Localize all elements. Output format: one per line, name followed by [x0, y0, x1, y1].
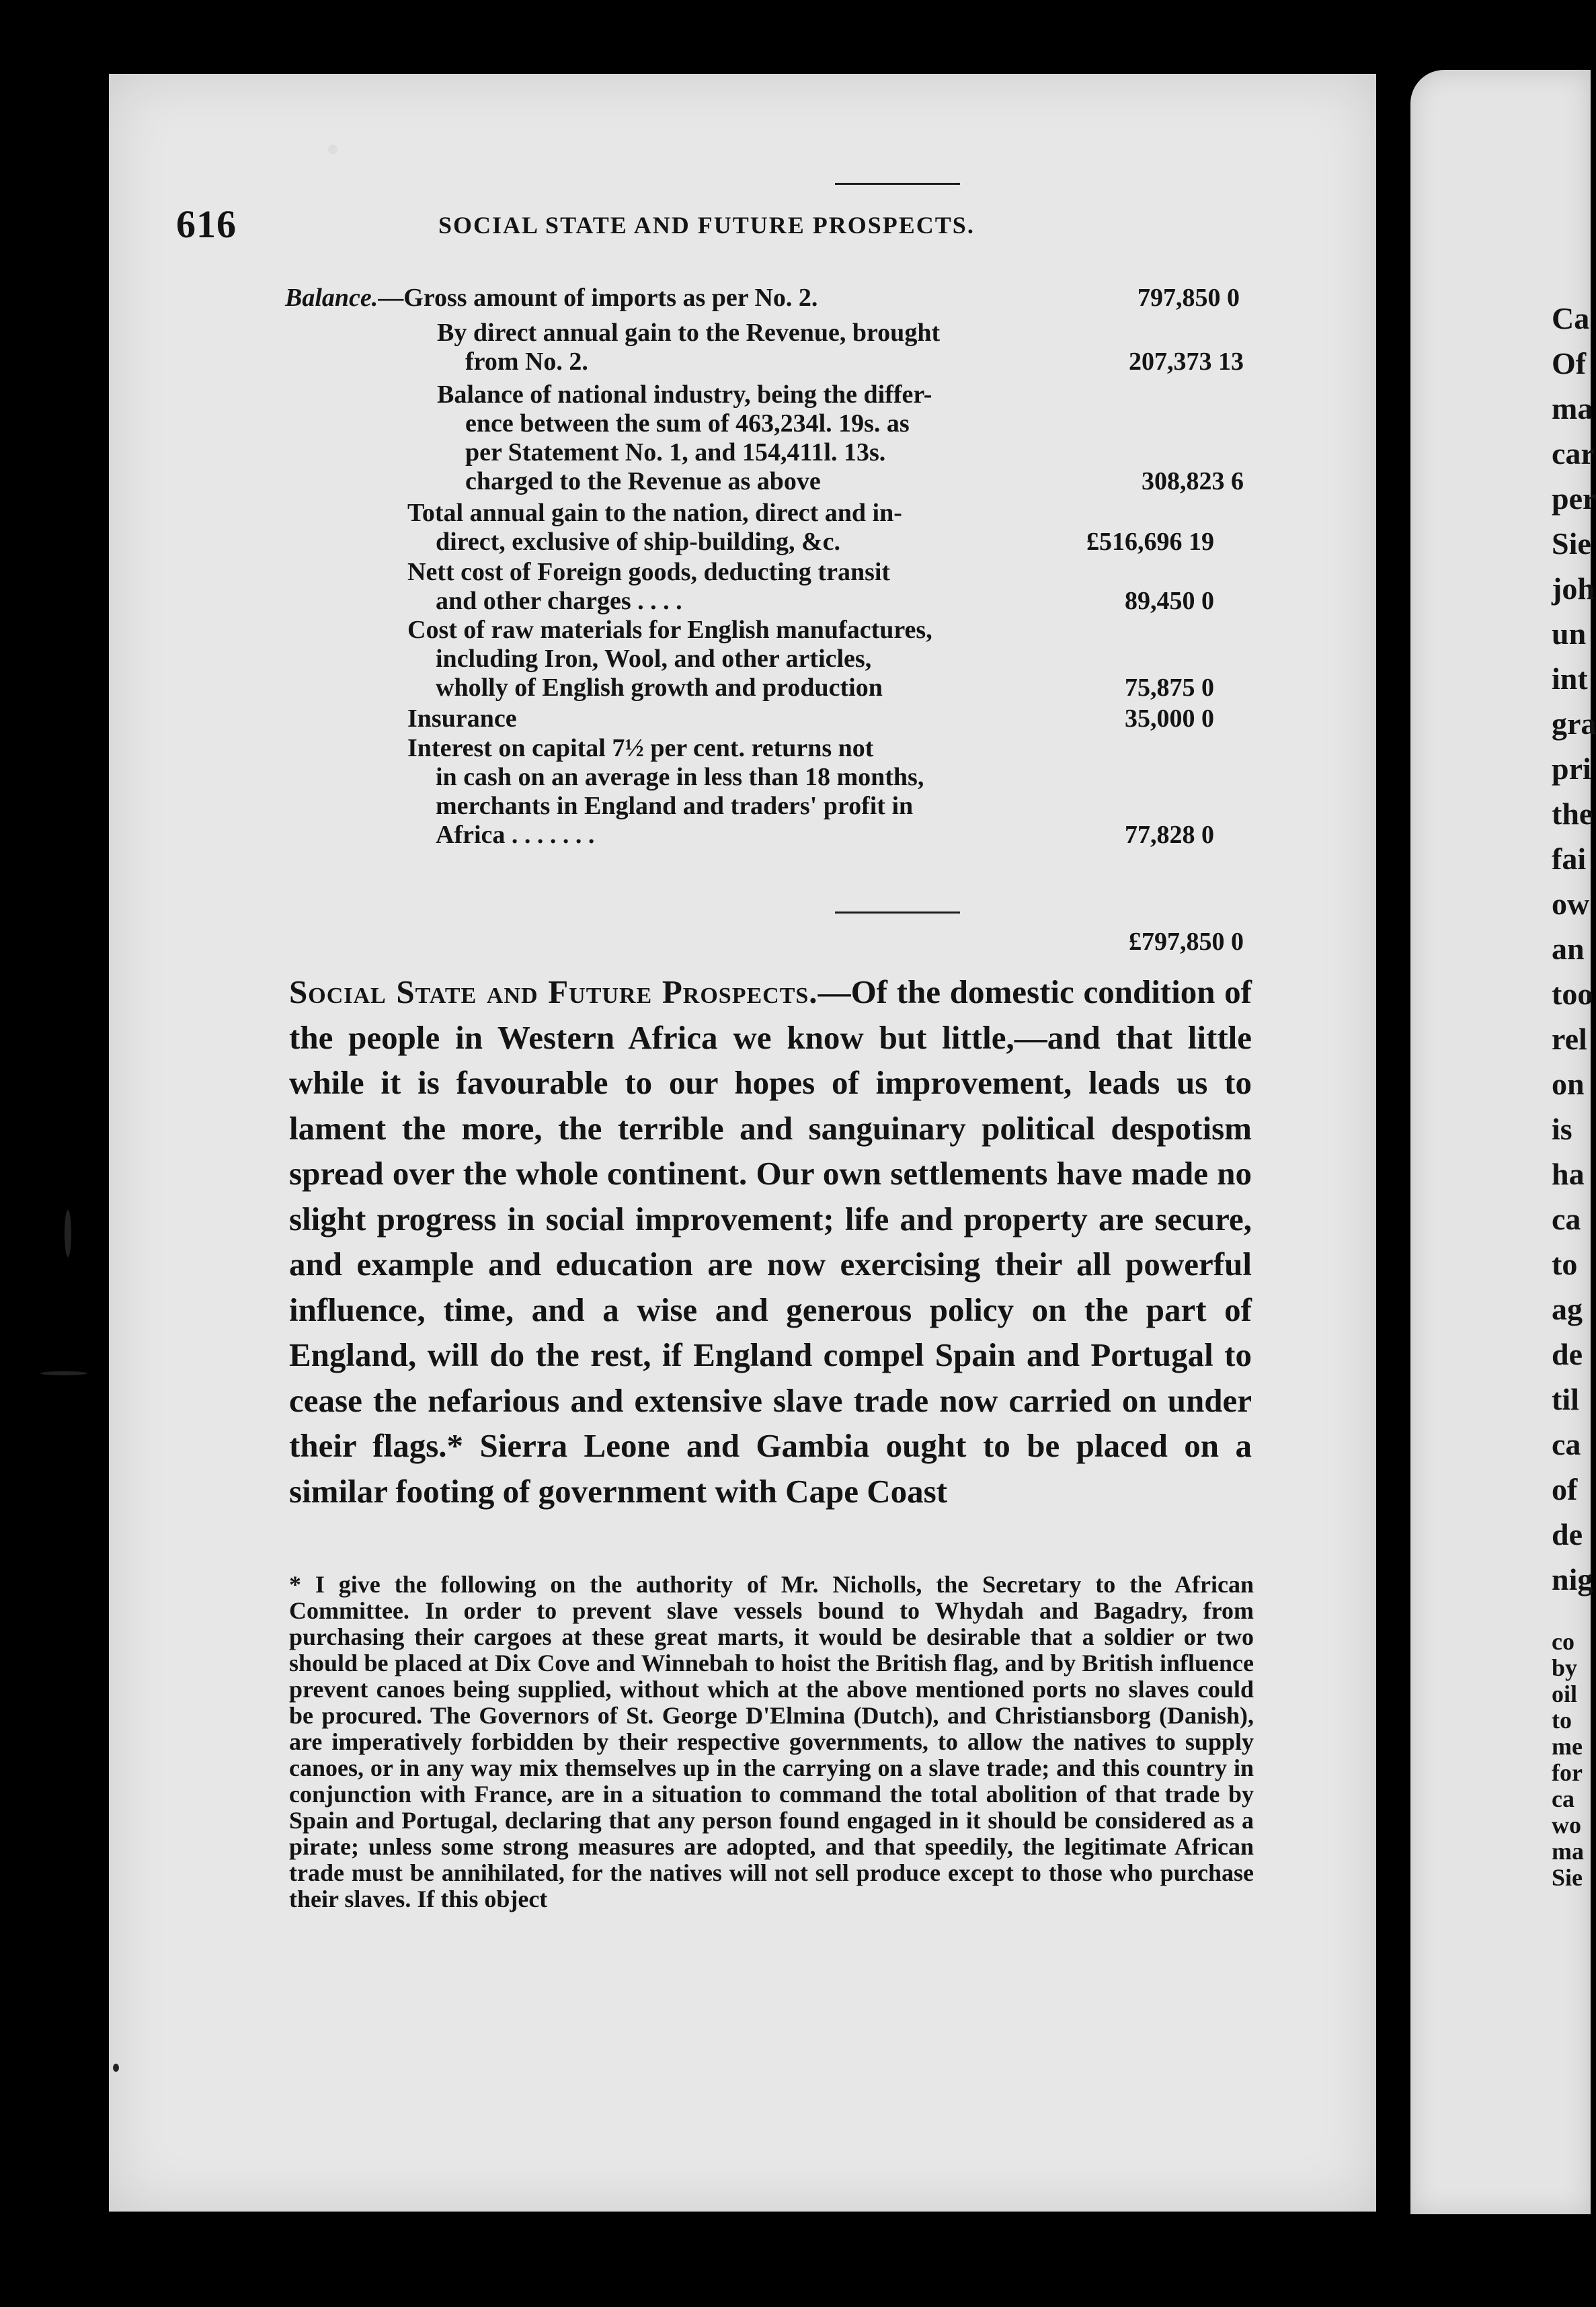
- balance-lead: Balance.: [285, 284, 378, 312]
- account-row: [407, 499, 1214, 557]
- facing-page-line: too: [1552, 977, 1593, 1011]
- facing-page-line: the: [1552, 797, 1593, 831]
- balance-text: —Gross amount of imports as per No. 2.: [378, 284, 818, 312]
- facing-page-line: ca: [1552, 1427, 1581, 1461]
- account-row: [407, 616, 1214, 702]
- facing-page-line: int: [1552, 661, 1588, 696]
- account-total: £797,850 0: [1129, 928, 1244, 956]
- account-row-line: Total annual gain to the nation, direct and in-: [407, 499, 902, 527]
- section-heading: Social State and Future Prospects.: [289, 973, 818, 1010]
- account-row: [407, 558, 1214, 616]
- main-paragraph: [289, 969, 1252, 1514]
- facing-page-line: joh: [1552, 571, 1595, 606]
- account-row-amount: 89,450 0: [1125, 587, 1214, 615]
- account-row-line: Insurance: [407, 704, 517, 733]
- account-row-line: including Iron, Wool, and other articles,: [436, 645, 872, 673]
- account-row-label: [407, 704, 1006, 733]
- facing-page-line: til: [1552, 1382, 1579, 1416]
- facing-page-note-line: ma: [1552, 1838, 1584, 1865]
- account-row-amount: 35,000 0: [1125, 704, 1214, 733]
- facing-page-line: an: [1552, 932, 1585, 966]
- sum-rule: [835, 912, 960, 914]
- facing-page-note-line: ca: [1552, 1785, 1574, 1812]
- account-row-line: in cash on an average in less than 18 months,: [436, 763, 924, 791]
- facing-page-line: ag: [1552, 1292, 1583, 1326]
- account-row-line: Interest on capital 7½ per cent. returns not: [407, 734, 874, 762]
- facing-page-line: per: [1552, 481, 1596, 516]
- account-row-line: per Statement No. 1, and 154,411l. 13s.: [465, 438, 886, 467]
- facing-page-text: [1552, 296, 1596, 1891]
- facing-page-line: de: [1552, 1337, 1583, 1371]
- facing-page-line: car: [1552, 436, 1595, 471]
- account-row-amount: 207,373 13: [1129, 348, 1244, 376]
- account-row-line: Africa . . . . . . .: [436, 821, 595, 849]
- facing-page-note-line: oil: [1552, 1681, 1578, 1707]
- account-row-line: Nett cost of Foreign goods, deducting transit: [407, 558, 891, 586]
- facing-page-line: pri: [1552, 752, 1591, 786]
- facing-page-line: is: [1552, 1112, 1572, 1146]
- facing-page-line: Ca: [1552, 301, 1590, 335]
- paragraph-text: —Of the domestic condition of the people in Western Africa we know but little,—and that little while it is favourable to our hopes of improvement, leads us to lament the more, the terrible and sanguinary political despotism spread over the whole continent. Our own settlements have made no slight progress in social improvement; life and property are secure, and example and education are now exercising their all powerful influence, time, and a wise and generous policy on the part of England, will do the rest, if England compel Spain and Portugal to cease the nefarious and extensive slave trade now carried on under their flags.* Sierra Leone and Gambia ought to be placed on a similar footing of government with Cape Coast: [289, 973, 1252, 1510]
- account-row: [437, 319, 1244, 376]
- facing-page-line: ha: [1552, 1157, 1585, 1191]
- sum-rule: [835, 183, 960, 185]
- account-row-label: [407, 558, 1006, 616]
- facing-page-note-line: Sie: [1552, 1864, 1583, 1891]
- footnote: * I give the following on the authority of Mr. Nicholls, the Secretary to the African Committee. In order to prevent slave vessels bound to Whydah and Bagadry, from purchasing their cargoes at these great marts, it would be desirable that a soldier or two should be placed at Dix Cove and Winnebah to hoist the British flag, and by British influence prevent canoes being supplied, without which at the above mentioned ports no slaves could be procured. The Governors of St. George D'Elmina (Dutch), and Christiansborg (Danish), are imperatively forbidden by their respective governments, to allow the natives to supply canoes, or in any way mix themselves up in the carrying on a slave trade; and this country in conjunction with France, are in a situation to command the total abolition of that trade by Spain and Portugal, declaring that any person found engaged in it should be considered as a pirate; unless some strong measures are adopted, and that speedily, the legitimate African trade must be annihilated, for the natives will not sell produce except to those who purchase their slaves. If this object: [289, 1571, 1254, 1912]
- facing-page-line: fai: [1552, 842, 1587, 876]
- facing-page-line: ma: [1552, 391, 1593, 426]
- account-row-line: merchants in England and traders' profit in: [436, 792, 914, 820]
- account-row-label: [407, 499, 1006, 557]
- dust-speck: [328, 145, 337, 154]
- account-row: [407, 734, 1214, 850]
- facing-page-line: to: [1552, 1247, 1578, 1281]
- balance-row: [285, 284, 1240, 313]
- facing-page-note-line: for: [1552, 1759, 1583, 1786]
- account-row-amount: 77,828 0: [1125, 821, 1214, 849]
- account-row-line: ence between the sum of 463,234l. 19s. as: [465, 409, 910, 438]
- facing-page-line: ow: [1552, 887, 1590, 921]
- account-row-label: [437, 319, 1035, 376]
- account-row-label: [407, 616, 1006, 702]
- facing-page-line: Of: [1552, 346, 1587, 380]
- facing-page-line: ca: [1552, 1202, 1581, 1236]
- facing-page-line: de: [1552, 1517, 1583, 1551]
- account-row-line: direct, exclusive of ship-building, &c.: [436, 528, 841, 556]
- balance-amount: 797,850 0: [1138, 284, 1240, 312]
- account-row-line: from No. 2.: [465, 348, 588, 376]
- account-row-label: [437, 380, 1035, 496]
- account-row: [437, 380, 1244, 496]
- running-title: SOCIAL STATE AND FUTURE PROSPECTS.: [438, 212, 975, 239]
- page-number: 616: [176, 202, 237, 246]
- account-row-amount: 75,875 0: [1125, 674, 1214, 702]
- facing-page-line: of: [1552, 1472, 1578, 1506]
- account-row-line: and other charges . . . .: [436, 587, 682, 615]
- facing-page-note-line: to: [1552, 1707, 1572, 1734]
- facing-page-line: gra: [1552, 706, 1596, 741]
- account-row-label: [407, 734, 1006, 850]
- account-row-line: By direct annual gain to the Revenue, brought: [437, 319, 941, 347]
- account-row-line: Balance of national industry, being the differ-: [437, 380, 932, 409]
- facing-page-note-line: co: [1552, 1628, 1574, 1655]
- facing-page-line: nig: [1552, 1562, 1593, 1596]
- facing-page-note-line: me: [1552, 1733, 1583, 1760]
- facing-page-line: un: [1552, 616, 1587, 651]
- facing-page-line: on: [1552, 1067, 1585, 1101]
- facing-page-note-line: wo: [1552, 1812, 1581, 1838]
- facing-page-line: Sie: [1552, 526, 1591, 561]
- account-row-amount: 308,823 6: [1142, 467, 1244, 495]
- account-row-line: charged to the Revenue as above: [465, 467, 821, 495]
- facing-page-note-line: by: [1552, 1654, 1578, 1681]
- facing-page-line: rel: [1552, 1022, 1587, 1056]
- account-row-line: wholly of English growth and production: [436, 674, 883, 702]
- account-row-line: Cost of raw materials for English manufactures,: [407, 616, 932, 644]
- account-row-amount: £516,696 19: [1086, 528, 1214, 556]
- account-row: [407, 704, 1214, 733]
